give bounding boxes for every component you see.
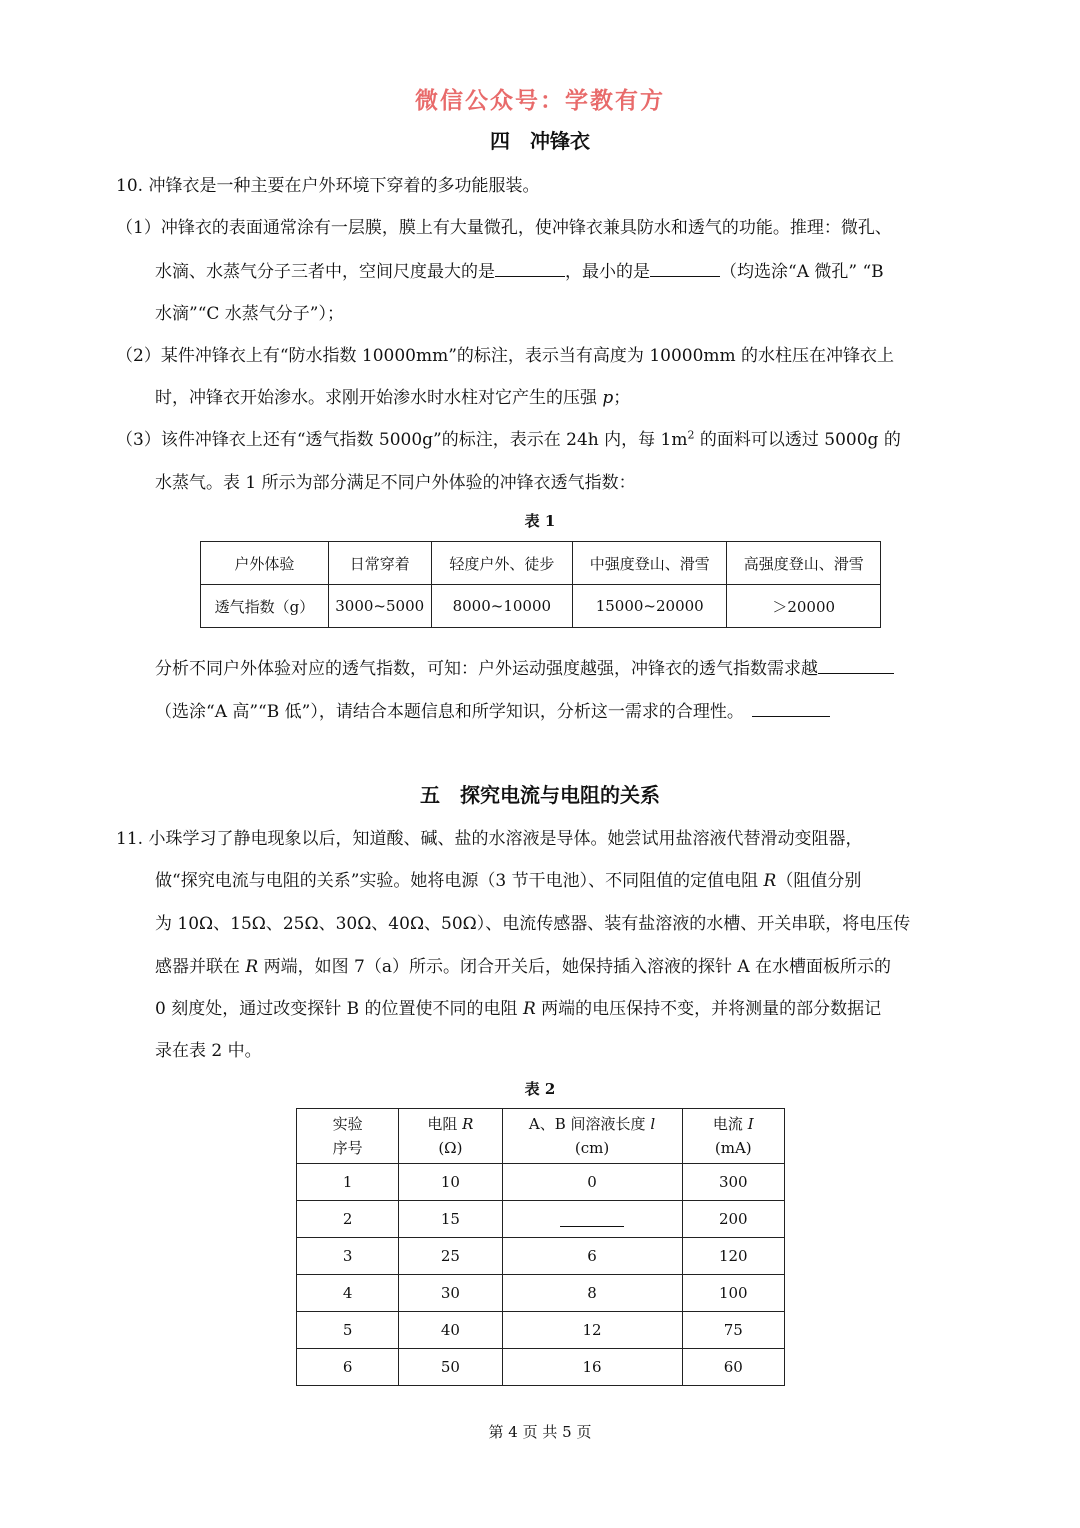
resistance-variable: R	[245, 957, 259, 977]
table-row	[297, 1238, 785, 1275]
section-5-title: 五 探究电流与电阻的关系	[420, 783, 660, 807]
table-2-header-cell	[502, 1109, 682, 1164]
question-11-line3: 为 10Ω、15Ω、25Ω、30Ω、40Ω、50Ω）、电流传感器、装有盐溶液的水槽、开关串联，将电压传	[155, 914, 911, 934]
table-2	[296, 1108, 785, 1386]
header-unit: (cm)	[574, 1139, 610, 1157]
table-2-cell: 60	[682, 1349, 784, 1386]
answer-blank-demand[interactable]	[818, 655, 894, 674]
table-2-cell: 1	[297, 1164, 399, 1201]
pressure-variable: p	[602, 388, 614, 408]
question-10-intro: 10. 冲锋衣是一种主要在户外环境下穿着的多功能服装。	[116, 176, 540, 196]
table-row	[297, 1349, 785, 1386]
header-text: 序号	[332, 1139, 363, 1157]
q11-text: 感器并联在	[155, 957, 246, 977]
table-2-cell: 16	[502, 1349, 682, 1386]
header-text: 实验	[332, 1115, 363, 1133]
analysis-text: 分析不同户外体验对应的透气指数，可知：户外运动强度越强，冲锋衣的透气指数需求越	[155, 659, 818, 679]
table-2-cell: 8	[502, 1275, 682, 1312]
table-1	[200, 541, 881, 628]
q10-part1-text-c: （均选涂“A 微孔” “B	[720, 262, 884, 282]
table-2-cell: 25	[399, 1238, 502, 1275]
table-1-header-cell: 户外体验	[201, 542, 329, 585]
table-1-header-cell: 中强度登山、滑雪	[573, 542, 727, 585]
q11-text: （阻值分别	[776, 871, 862, 891]
header-unit: (mA)	[714, 1139, 752, 1157]
table-row	[297, 1164, 785, 1201]
q11-text: 0 刻度处，通过改变探针 B 的位置使不同的电阻	[155, 999, 523, 1019]
header-text: 电阻 R	[427, 1115, 474, 1133]
table-2-cell: 4	[297, 1275, 399, 1312]
answer-blank-length[interactable]	[560, 1208, 624, 1227]
table-2-cell: 15	[399, 1201, 502, 1238]
watermark: 微信公众号：学教有方	[415, 88, 665, 114]
table-2-cell: 5	[297, 1312, 399, 1349]
q10-part1-line1: （1）冲锋衣的表面通常涂有一层膜，膜上有大量微孔，使冲锋衣兼具防水和透气的功能。推理：微孔、	[116, 218, 892, 238]
resistance-variable: R	[522, 999, 536, 1019]
table-2-cell: 100	[682, 1275, 784, 1312]
q10-part1-text-a: 水滴、水蒸气分子三者中，空间尺度最大的是	[155, 262, 495, 282]
question-11-line5	[155, 994, 881, 1019]
table-2-cell: 200	[682, 1201, 784, 1238]
table-row	[297, 1275, 785, 1312]
table-1-data-row	[201, 585, 881, 628]
q10-part1-text-b: ，最小的是	[565, 262, 650, 282]
table-1-header-cell: 轻度户外、徒步	[431, 542, 572, 585]
table-1-cell: ＞20000	[727, 585, 881, 628]
q10-part3-line1	[116, 425, 901, 450]
analysis-text-2: （选涂“A 高”“B 低”），请结合本题信息和所学知识，分析这一需求的合理性。	[155, 702, 744, 722]
q10-part2-line2	[155, 383, 630, 408]
page-number-footer: 第 4 页 共 5 页	[488, 1423, 592, 1441]
q10-part3-text-b: 的面料可以透过 5000g 的	[694, 430, 901, 450]
q10-part1-line3: 水滴”“C 水蒸气分子”）；	[155, 304, 344, 324]
table-2-header-row	[297, 1109, 785, 1164]
table-2-cell: 30	[399, 1275, 502, 1312]
answer-blank-reason[interactable]	[752, 698, 830, 717]
table-1-header-cell: 高强度登山、滑雪	[727, 542, 881, 585]
table-1-header-cell: 日常穿着	[328, 542, 431, 585]
q10-part3-text-a: （3）该件冲锋衣上还有“透气指数 5000g”的标注，表示在 24h 内，每 1m	[116, 430, 688, 450]
q10-part2-text-b: ；	[613, 388, 631, 408]
table-2-cell: 3	[297, 1238, 399, 1275]
q10-part3-line2: 水蒸气。表 1 所示为部分满足不同户外体验的冲锋衣透气指数：	[155, 473, 636, 493]
table-row	[297, 1312, 785, 1349]
table-2-header-cell	[297, 1109, 399, 1164]
table-2-cell: 0	[502, 1164, 682, 1201]
table-2-cell: 300	[682, 1164, 784, 1201]
header-text: 电流 I	[712, 1115, 754, 1133]
q11-text: 两端的电压保持不变，并将测量的部分数据记	[535, 999, 882, 1019]
table-1-caption: 表 1	[524, 512, 556, 530]
question-11-line4	[155, 952, 891, 977]
q11-text: 做“探究电流与电阻的关系”实验。她将电源（3 节干电池）、不同阻值的定值电阻	[155, 871, 764, 891]
table-2-cell: 6	[502, 1238, 682, 1275]
table-1-cell: 8000~10000	[431, 585, 572, 628]
table-2-cell: 12	[502, 1312, 682, 1349]
table-2-cell: 50	[399, 1349, 502, 1386]
table-2-cell: 10	[399, 1164, 502, 1201]
q10-part1-line2	[155, 257, 884, 282]
table-2-cell: 2	[297, 1201, 399, 1238]
table-2-cell: 6	[297, 1349, 399, 1386]
answer-blank-smallest[interactable]	[650, 258, 720, 277]
table-2-cell: 120	[682, 1238, 784, 1275]
answer-blank-largest[interactable]	[495, 258, 565, 277]
table-2-cell: 40	[399, 1312, 502, 1349]
table-1-header-row	[201, 542, 881, 585]
header-text: A、B 间溶液长度 l	[528, 1115, 656, 1133]
table-1-cell: 透气指数（g）	[201, 585, 329, 628]
table-2-header-cell	[682, 1109, 784, 1164]
table-1-cell: 3000~5000	[328, 585, 431, 628]
analysis-line1	[155, 654, 894, 679]
table-2-caption: 表 2	[524, 1080, 556, 1098]
section-4-title: 四 冲锋衣	[490, 129, 590, 153]
q11-text: 两端，如图 7（a）所示。闭合开关后，她保持插入溶液的探针 A 在水槽面板所示的	[258, 957, 892, 977]
table-2-cell: 75	[682, 1312, 784, 1349]
question-11-line1: 11. 小珠学习了静电现象以后，知道酸、碱、盐的水溶液是导体。她尝试用盐溶液代替滑动变阻器，	[116, 829, 863, 849]
q10-part2-line1: （2）某件冲锋衣上有“防水指数 10000mm”的标注，表示当有高度为 10000mm 的水柱压在冲锋衣上	[116, 346, 895, 366]
question-11-line2	[155, 866, 861, 891]
table-1-cell: 15000~20000	[573, 585, 727, 628]
table-row	[297, 1201, 785, 1238]
header-unit: (Ω)	[438, 1139, 463, 1157]
table-2-cell	[502, 1201, 682, 1238]
question-11-line6: 录在表 2 中。	[155, 1041, 262, 1061]
analysis-line2	[155, 697, 830, 722]
q10-part2-text-a: 时，冲锋衣开始渗水。求刚开始渗水时水柱对它产生的压强	[155, 388, 603, 408]
table-2-header-cell	[399, 1109, 502, 1164]
resistance-variable: R	[763, 871, 777, 891]
superscript-2: 2	[687, 428, 695, 442]
